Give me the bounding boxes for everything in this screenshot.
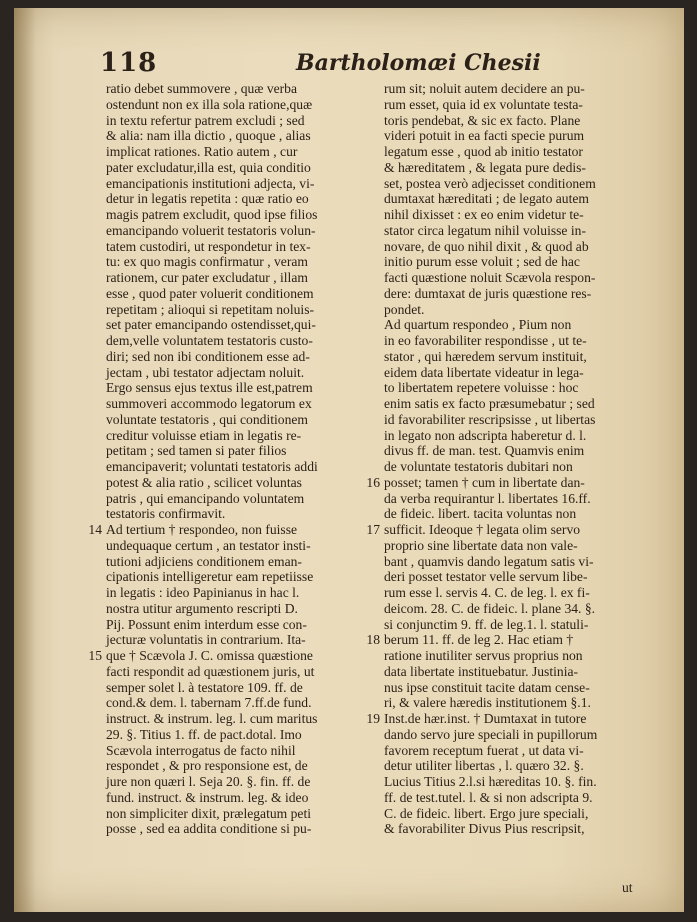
margin-number: 18 — [366, 632, 380, 648]
text-line — [106, 160, 374, 176]
line-text: diri; sed non ibi conditionem esse ad- — [106, 348, 310, 364]
text-line — [106, 412, 374, 428]
line-text: in legatis : ideo Papinianus in hac l. — [106, 585, 300, 600]
line-text: ri, & valere hæredis institutionem §.1. — [384, 695, 591, 711]
text-line — [366, 711, 650, 727]
text-line — [384, 286, 650, 302]
text-line — [384, 333, 650, 349]
text-line — [106, 711, 374, 727]
line-text: dumtaxat hæreditati ; de legato autem — [384, 191, 589, 207]
text-line — [106, 680, 374, 696]
line-text: tatem custodiri, ut respondetur in tex- — [106, 238, 311, 254]
line-text: instruct. & instrum. leg. l. cum maritus — [106, 711, 318, 726]
line-text: berum 11. ff. de leg 2. Hac etiam † — [384, 632, 574, 648]
margin-number: 14 — [88, 522, 102, 537]
text-line — [106, 695, 374, 711]
line-text: Inst.de hær.inst. † Dumtaxat in tutore — [384, 711, 587, 726]
line-text: nostra utitur argumento rescripti D. — [106, 600, 298, 616]
line-text: C. de fideic. libert. Ergo jure speciali, — [384, 805, 589, 821]
text-line — [384, 538, 650, 554]
line-text: da verba requirantur l. libertates 16.ff. — [384, 490, 591, 506]
text-line — [106, 632, 374, 648]
line-text: enim satis ex facto præsumebatur ; sed — [384, 396, 595, 411]
line-text: videri potuit in ea facti specie purum — [384, 128, 585, 144]
text-line — [384, 302, 650, 318]
text-line — [106, 664, 374, 680]
line-text: detur in legatis repetita : quæ ratio eo — [106, 191, 309, 207]
line-text: de voluntate testatoris dubitari non — [384, 459, 573, 474]
text-line — [106, 223, 374, 239]
line-text: cipationis intelligeretur eam repetiisse — [106, 569, 314, 585]
line-text: undequaque certum , an testator insti- — [106, 537, 311, 553]
text-line — [106, 333, 374, 349]
line-text: jecturæ voluntatis in contrarium. Ita- — [106, 632, 306, 648]
line-text: id favorabiliter rescripsisse , ut libertas — [384, 411, 596, 427]
text-line — [106, 207, 374, 223]
text-line — [106, 585, 374, 601]
text-line — [106, 743, 374, 759]
text-line — [384, 727, 650, 743]
text-line — [384, 443, 650, 459]
line-text: dem,velle voluntatem testatoris custo- — [106, 333, 313, 348]
text-line — [384, 239, 650, 255]
text-line — [106, 254, 374, 270]
line-text: non simpliciter dixit, prælegatum peti — [106, 805, 312, 821]
line-text: rum esset, quia id ex voluntate testa- — [384, 96, 583, 112]
line-text: respondet , & pro responsione est, de — [106, 758, 308, 774]
line-text: creditur voluisse etiam in legatis re- — [106, 427, 302, 443]
text-line — [384, 569, 650, 585]
text-line — [384, 554, 650, 570]
text-line — [384, 365, 650, 381]
line-text: sufficit. Ideoque † legata olim servo — [384, 522, 581, 537]
text-line — [384, 349, 650, 365]
text-line — [106, 97, 374, 113]
line-text: repetitam ; alioqui si repetitam noluis- — [106, 301, 315, 317]
text-line — [106, 459, 374, 475]
line-text: ratione inutiliter servus proprius non — [384, 648, 583, 663]
text-line — [106, 396, 374, 412]
text-line — [384, 617, 650, 633]
text-line — [384, 412, 650, 428]
line-text: pater excludatur,illa est, quia conditio — [106, 159, 311, 175]
line-text: novare, de quo nihil dixit , & quod ab — [384, 238, 589, 254]
text-line — [106, 302, 374, 318]
line-text: semper solet l. à testatore 109. ff. de — [106, 679, 303, 695]
text-line — [366, 474, 650, 491]
text-line — [106, 428, 374, 444]
line-text: si conjunctim 9. ff. de leg.1. l. statuli- — [384, 616, 589, 632]
line-text: initio purum esse voluit ; sed de hac — [384, 254, 580, 270]
line-text: voluntate testatoris , qui conditionem — [106, 411, 308, 427]
line-text: rationem, cur pater excludatur , illam — [106, 270, 308, 285]
margin-number: 16 — [366, 474, 380, 490]
text-line — [384, 160, 650, 176]
text-line — [106, 491, 374, 507]
line-text: summoveri accommodo legatorum ex — [106, 396, 312, 411]
text-line — [106, 128, 374, 144]
line-text: Pij. Possunt enim interdum esse con- — [106, 616, 307, 632]
line-text: in legato non adscripta haberetur d. l. — [384, 427, 587, 443]
right-text-column — [366, 81, 650, 837]
line-text: & alia: nam illa dictio , quoque , alias — [106, 128, 311, 144]
line-text: facti respondit ad quæstionem juris, ut — [106, 663, 315, 679]
text-line — [384, 680, 650, 696]
line-text: tu: ex quo magis confirmatur , veram — [106, 254, 308, 270]
line-text: Ergo sensus ejus textus ille est,patrem — [106, 380, 313, 396]
catchword: ut — [622, 880, 633, 895]
text-line — [384, 601, 650, 617]
text-line — [384, 695, 650, 711]
text-line — [384, 270, 650, 286]
line-text: in textu refertur patrem excludi ; sed — [106, 112, 305, 128]
line-text: emancipando voluerit testatoris volun- — [106, 222, 316, 238]
line-text: Scævola interrogatus de facto nihil — [106, 742, 296, 758]
text-line — [106, 81, 374, 97]
text-line — [106, 538, 374, 554]
line-text: data libertate instituebatur. Justinia- — [384, 663, 579, 679]
text-line — [384, 207, 650, 223]
text-line — [384, 428, 650, 444]
text-line — [106, 475, 374, 491]
line-text: tutioni adjiciens conditionem eman- — [106, 553, 302, 569]
text-line — [106, 727, 374, 743]
line-text: & hæreditatem , & legata pure dedis- — [384, 159, 586, 175]
line-text: nihil dixisset : ex eo enim videtur te- — [384, 207, 584, 222]
line-text: petitam ; sed tamen si pater filios — [106, 443, 287, 459]
page-number: 118 — [100, 48, 158, 78]
text-line — [384, 81, 650, 97]
line-text: jectam , ubi testator adjectam noluit. — [106, 364, 305, 380]
text-line — [366, 632, 650, 648]
line-text: ostendunt non ex illa sola ratione,quæ — [106, 96, 313, 112]
text-line — [384, 380, 650, 396]
line-text: set, postea verò adjecisset conditionem — [384, 175, 596, 191]
line-text: rum esse l. servis 4. C. de leg. l. ex fi- — [384, 585, 590, 600]
line-text: legatum esse , quod ab initio testator — [384, 144, 583, 159]
text-line — [384, 821, 650, 837]
line-text: implicat rationes. Ratio autem , cur — [106, 144, 298, 159]
text-line — [384, 396, 650, 412]
left-text-column — [88, 81, 374, 837]
text-line — [384, 664, 650, 680]
text-line — [384, 459, 650, 475]
line-text: Ad tertium † respondeo, non fuisse — [106, 522, 298, 537]
line-text: potest & alia ratio , scilicet voluntas — [106, 474, 302, 490]
text-line — [106, 506, 374, 522]
text-line — [106, 349, 374, 365]
line-text: toris pendebat, & sic ex facto. Plane — [384, 112, 581, 128]
line-text: stator , qui hæredem servum instituit, — [384, 348, 587, 364]
line-text: jure non quæri l. Seja 20. §. fin. ff. de — [106, 774, 311, 789]
text-line — [106, 191, 374, 207]
line-text: ff. de test.tutel. l. & si non adscripta 9. — [384, 789, 593, 805]
line-text: proprio sine libertate data non vale- — [384, 537, 578, 553]
line-text: deicom. 28. C. de fideic. l. plane 34. §. — [384, 600, 596, 616]
text-line — [366, 522, 650, 538]
text-line — [384, 128, 650, 144]
line-text: de fideic. libert. tacita voluntas non — [384, 506, 577, 522]
text-line — [106, 317, 374, 333]
line-text: fund. instruct. & instrum. leg. & ideo — [106, 789, 309, 805]
line-text: divus ff. de man. test. Quamvis enim — [384, 443, 585, 459]
line-text: magis patrem excludit, quod ipse filios — [106, 207, 318, 222]
line-text: & favorabiliter Divus Pius rescripsit, — [384, 821, 585, 837]
book-page — [14, 8, 684, 912]
line-text: esse , quod pater voluerit conditionem — [106, 285, 314, 301]
line-text: rum sit; noluit autem decidere an pu- — [384, 81, 585, 96]
line-text: detur utiliter libertas , l. quæro 32. §. — [384, 758, 584, 774]
text-line — [106, 821, 374, 837]
text-line — [106, 380, 374, 396]
line-text: in eo favorabiliter respondisse , ut te- — [384, 333, 587, 348]
text-line — [106, 569, 374, 585]
line-text: emancipaverit; voluntati testatoris addi — [106, 459, 318, 474]
line-text: emancipationis institutioni adjecta, vi- — [106, 175, 315, 191]
text-line — [384, 191, 650, 207]
text-line — [106, 176, 374, 192]
margin-number: 17 — [366, 522, 380, 537]
line-text: set pater emancipando ostendisset,qui- — [106, 317, 316, 333]
running-title: Bartholomæi Chesii — [296, 50, 541, 76]
text-line — [384, 317, 650, 333]
text-line — [384, 774, 650, 790]
text-line — [106, 365, 374, 381]
text-line — [384, 176, 650, 192]
text-line — [384, 491, 650, 507]
text-line — [106, 270, 374, 286]
line-text: Lucius Titius 2.l.si hæreditas 10. §. fin. — [384, 774, 597, 789]
text-line — [384, 144, 650, 160]
text-line — [106, 790, 374, 806]
text-line — [106, 758, 374, 774]
margin-number: 19 — [366, 711, 380, 726]
text-line — [384, 506, 650, 522]
line-text: favorem receptum fuerat , ut data vi- — [384, 742, 584, 758]
line-text: facti quæstione noluit Scævola respon- — [384, 270, 596, 285]
text-line — [106, 443, 374, 459]
line-text: dando servo jure speciali in pupillorum — [384, 726, 598, 742]
line-text: que † Scævola J. C. omissa quæstione — [106, 648, 313, 663]
running-head — [14, 48, 684, 78]
text-line — [106, 144, 374, 160]
text-line — [106, 774, 374, 790]
text-line — [106, 113, 374, 129]
text-line — [106, 617, 374, 633]
line-text: posset; tamen † cum in libertate dan- — [384, 474, 585, 490]
text-line — [384, 743, 650, 759]
text-line — [88, 648, 374, 664]
text-line — [106, 286, 374, 302]
line-text: to libertatem repetere voluisse : hoc — [384, 380, 579, 396]
line-text: bant , quamvis dando legatum satis vi- — [384, 553, 594, 569]
line-text: testatoris confirmavit. — [106, 506, 226, 522]
text-line — [384, 97, 650, 113]
text-line — [384, 806, 650, 822]
line-text: Ad quartum respondeo , Pium non — [384, 317, 572, 333]
text-line — [384, 790, 650, 806]
line-text: stator circa legatum nihil voluisse in- — [384, 222, 586, 238]
line-text: eidem data libertate videatur in lega- — [384, 364, 584, 380]
text-line — [106, 806, 374, 822]
text-line — [88, 522, 374, 538]
line-text: nus ipse constituit tacite datam cense- — [384, 679, 590, 695]
text-line — [384, 648, 650, 664]
text-line — [106, 601, 374, 617]
line-text: ratio debet summovere , quæ verba — [106, 81, 298, 96]
line-text: 29. §. Titius 1. ff. de pact.dotal. Imo — [106, 726, 302, 742]
line-text: deri posset testator velle servum libe- — [384, 569, 588, 585]
text-line — [384, 254, 650, 270]
line-text: dere: dumtaxat de juris quæstione res- — [384, 285, 592, 301]
text-line — [384, 585, 650, 601]
text-line — [106, 554, 374, 570]
margin-number: 15 — [88, 648, 102, 663]
text-line — [384, 113, 650, 129]
text-line — [384, 223, 650, 239]
line-text: cond.& dem. l. tabernam 7.ff.de fund. — [106, 695, 312, 711]
text-line — [384, 758, 650, 774]
text-line — [106, 239, 374, 255]
line-text: pondet. — [384, 301, 425, 317]
line-text: patris , qui emancipando voluntatem — [106, 490, 305, 506]
line-text: posse , sed ea addita conditione si pu- — [106, 821, 312, 837]
